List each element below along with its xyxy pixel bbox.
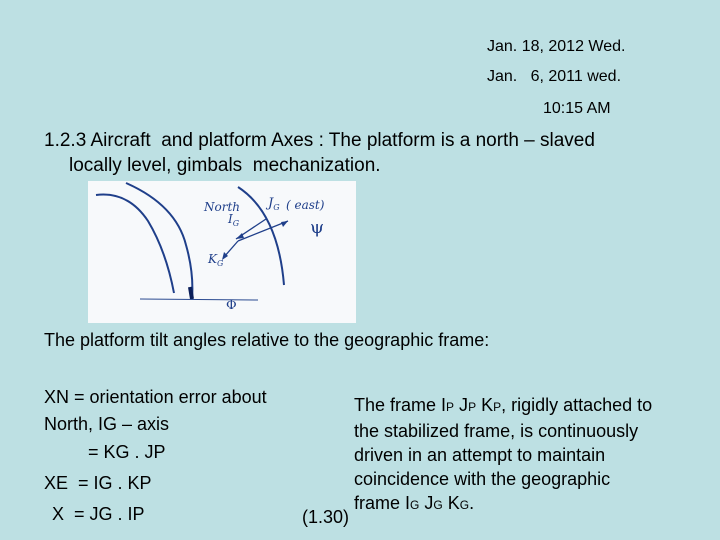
axes-sketch-figure <box>88 181 356 323</box>
eq-line-4: XE = IG . KP <box>44 473 152 493</box>
tilt-intro-text: The platform tilt angles relative to the geographic frame: <box>44 330 490 350</box>
heading-line-1: 1.2.3 Aircraft and platform Axes : The platform is a north – slaved <box>44 130 595 151</box>
label-kg: $K_G$ <box>208 252 224 268</box>
baseline <box>140 299 258 300</box>
label-psi: ψ <box>310 217 325 238</box>
latitude-arc-right <box>238 187 284 285</box>
frame-desc-line-1: The frame IP JP KP, rigidly attached to <box>354 395 653 415</box>
eq-line-2: North, IG – axis <box>44 414 170 434</box>
heading-line-2: locally level, gimbals mechanization. <box>69 155 381 176</box>
meridian-arc-left <box>96 195 174 293</box>
frame-desc-line-3: driven in an attempt to maintain <box>354 445 606 465</box>
time-label: 10:15 AM <box>543 100 611 117</box>
eq-line-1: XN = orientation error about <box>44 387 267 407</box>
axes-sketch <box>88 181 356 323</box>
label-phi: Φ <box>226 298 237 313</box>
frame-description <box>354 393 699 517</box>
frame-desc-line-2: the stabilized frame, is continuously <box>354 421 639 441</box>
frame-desc-line-5: frame IG JG KG. <box>354 493 475 513</box>
label-jg: $J_G$ <box>268 196 280 212</box>
east-axis-arrowhead <box>281 221 288 227</box>
origin-mark <box>190 287 192 299</box>
label-ig: $I_G$ <box>228 212 240 228</box>
eq-line-5: X = JG . IP <box>52 504 145 524</box>
east-axis-line <box>238 221 288 241</box>
section-heading <box>44 128 684 178</box>
label-north: North <box>204 200 241 214</box>
label-east: ( east) <box>286 198 325 212</box>
eq-line-3: = KG . JP <box>88 442 166 462</box>
equation-number: (1.30) <box>302 507 350 527</box>
date-line-2: Jan. 6, 2011 wed. <box>487 68 622 85</box>
frame-desc-line-4: coincidence with the geographic <box>354 469 611 489</box>
date-line-1: Jan. 18, 2012 Wed. <box>487 38 626 55</box>
